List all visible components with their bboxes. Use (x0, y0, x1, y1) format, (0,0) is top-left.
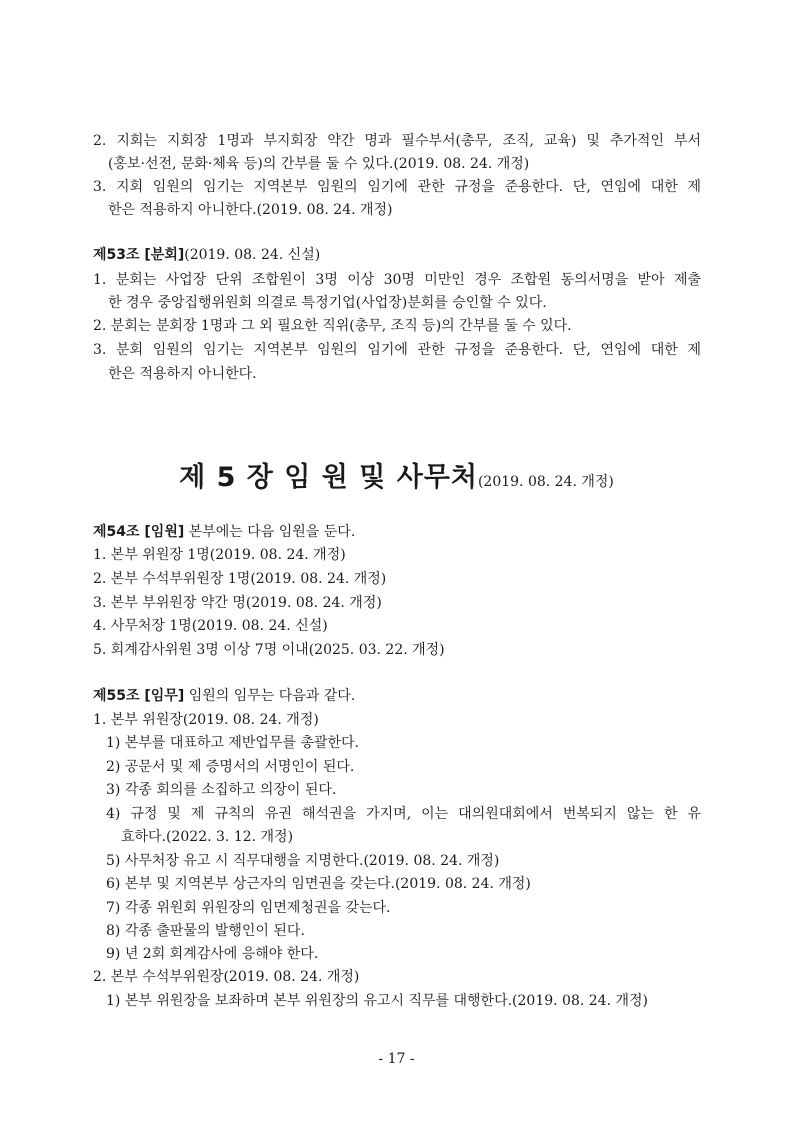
paragraph-line: 2. 지회는 지회장 1명과 부지회장 약간 명과 필수부서(총무, 조직, 교육) 및 추가적인 부서 (93, 133, 701, 149)
list-item: 4. 사무처장 1명(2019. 08. 24. 신설) (93, 618, 328, 634)
sub-list-item: 3) 각종 회의를 소집하고 의장이 된다. (106, 782, 337, 798)
page-number: - 17 - (378, 1051, 415, 1067)
article-53-heading (93, 245, 701, 265)
article-55-heading (93, 686, 701, 706)
article-intro: 임원의 임무는 다음과 같다. (184, 688, 356, 704)
chapter-heading (0, 455, 793, 494)
list-item: 2. 본부 수석부위원장(2019. 08. 24. 개정) (93, 969, 360, 985)
paragraph-line: 한 경우 중앙집행위원회 의결로 특정기업(사업장)분회를 승인할 수 있다. (108, 295, 547, 311)
article-title: 제54조 [임원] (93, 524, 185, 540)
paragraph-line: (홍보·선전, 문화·체육 등)의 간부를 둘 수 있다.(2019. 08. 24. 개정) (108, 156, 530, 172)
sub-list-item: 8) 각종 출판물의 발행인이 된다. (106, 923, 305, 939)
article-note: (2019. 08. 24. 신설) (184, 247, 321, 263)
sub-list-item: 5) 사무처장 유고 시 직무대행을 지명한다.(2019. 08. 24. 개정) (106, 853, 500, 869)
paragraph-line: 3. 분회 임원의 임기는 지역본부 임원의 임기에 관한 규정을 준용한다. 단, 연임에 대한 제 (93, 342, 701, 358)
sub-list-item: 4) 규정 및 제 규칙의 유권 해석권을 가지며, 이는 대의원대회에서 번복되지 않는 한 유 (106, 806, 701, 822)
article-title: 제55조 [임무] (93, 688, 185, 704)
sub-list-item: 9) 년 2회 회계감사에 응해야 한다. (106, 946, 319, 962)
sub-list-item: 효하다.(2022. 3. 12. 개정) (121, 829, 294, 845)
article-intro: 본부에는 다음 임원을 둔다. (184, 524, 356, 540)
sub-list-item: 7) 각종 위원회 위원장의 임면제청권을 갖는다. (106, 900, 391, 916)
chapter-title: 제 5 장 임 원 및 사무처 (179, 462, 478, 493)
list-item: 3. 본부 부위원장 약간 명(2019. 08. 24. 개정) (93, 595, 382, 611)
article-title: 제53조 [분회] (93, 247, 185, 263)
paragraph-line: 한은 적용하지 아니한다.(2019. 08. 24. 개정) (108, 202, 393, 218)
paragraph-line: 2. 분회는 분회장 1명과 그 외 필요한 직위(총무, 조직 등)의 간부를 둘 수 있다. (93, 318, 572, 334)
sub-list-item: 1) 본부를 대표하고 제반업무를 총괄한다. (106, 735, 360, 751)
list-item: 5. 회계감사위원 3명 이상 7명 이내(2025. 03. 22. 개정) (93, 642, 445, 658)
sub-list-item: 6) 본부 및 지역본부 상근자의 임면권을 갖는다.(2019. 08. 24. 개정) (106, 876, 531, 892)
sub-list-item: 2) 공문서 및 제 증명서의 서명인이 된다. (106, 759, 355, 775)
list-item: 1. 본부 위원장(2019. 08. 24. 개정) (93, 712, 319, 728)
paragraph-line: 1. 분회는 사업장 단위 조합원이 3명 이상 30명 미만인 경우 조합원 동의서명을 받아 제출 (93, 272, 701, 288)
list-item: 2. 본부 수석부위원장 1명(2019. 08. 24. 개정) (93, 571, 387, 587)
paragraph-line: 3. 지회 임원의 임기는 지역본부 임원의 임기에 관한 규정을 준용한다. 단, 연임에 대한 제 (93, 179, 701, 195)
chapter-note: (2019. 08. 24. 개정) (477, 474, 614, 490)
paragraph-line: 한은 적용하지 아니한다. (108, 366, 257, 382)
article-54-heading (93, 522, 701, 542)
list-item: 1. 본부 위원장 1명(2019. 08. 24. 개정) (93, 547, 346, 563)
sub-list-item: 1) 본부 위원장을 보좌하며 본부 위원장의 유고시 직무를 대행한다.(2019. 08. 24. 개정) (106, 993, 648, 1009)
